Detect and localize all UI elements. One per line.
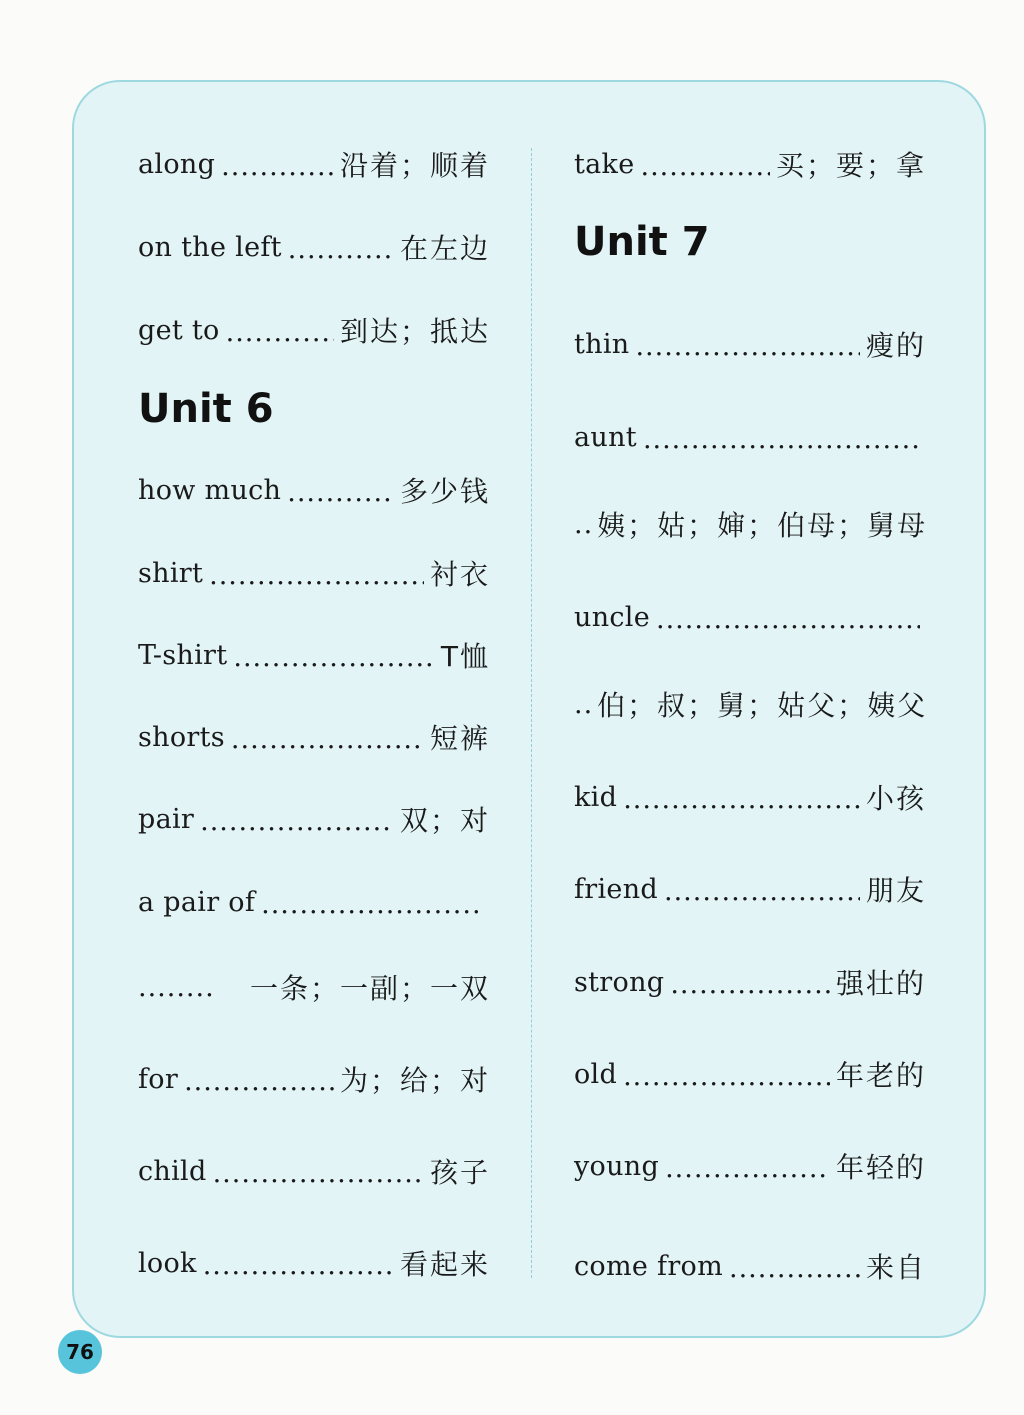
chinese-meaning: 小孩 — [865, 782, 926, 815]
leader-dots — [670, 969, 830, 1000]
english-word: shorts — [138, 721, 225, 753]
leader-dots — [231, 724, 424, 755]
chinese-meaning: 沿着；顺着 — [339, 149, 490, 182]
vocab-entry — [138, 227, 490, 267]
vocab-entry — [574, 144, 926, 184]
chinese-meaning: 买；要；拿 — [775, 149, 926, 182]
leader-dots — [209, 560, 424, 591]
english-word: along — [138, 148, 216, 180]
vocab-entry — [574, 869, 926, 909]
vocab-entry — [574, 417, 926, 457]
leader-dots — [288, 234, 394, 265]
chinese-meaning: 伯；叔；舅；姑父；姨父 — [597, 689, 928, 722]
vocab-entry — [138, 310, 490, 350]
chinese-meaning: 为；给；对 — [339, 1064, 490, 1097]
leader-dots — [200, 806, 394, 837]
vocab-entry-continued — [574, 684, 926, 724]
vocab-entry — [138, 470, 490, 510]
leader-dots — [213, 1158, 424, 1189]
vocab-entry — [574, 1146, 926, 1186]
page-number-badge: 76 — [58, 1330, 102, 1374]
vocab-entry — [138, 1059, 490, 1099]
vocab-entry — [138, 799, 490, 839]
english-word: young — [574, 1150, 660, 1182]
vocab-entry — [138, 635, 490, 675]
english-word: friend — [574, 873, 658, 905]
leader-dots — [221, 151, 334, 182]
vocab-entry — [574, 962, 926, 1002]
leader-dots — [226, 317, 334, 348]
vocab-entry — [574, 777, 926, 817]
leader-dots: ........ — [138, 971, 215, 1003]
chinese-meaning: 来自 — [865, 1251, 926, 1284]
leader-dots — [665, 1153, 830, 1184]
leader-dots: .. — [574, 508, 594, 540]
chinese-meaning: 在左边 — [399, 232, 490, 265]
leader-dots — [635, 331, 860, 362]
unit-heading: Unit 6 — [138, 386, 274, 432]
vocab-entry — [138, 717, 490, 757]
english-word: a pair of — [138, 886, 256, 918]
english-word: on the left — [138, 231, 282, 263]
english-word: old — [574, 1058, 618, 1090]
chinese-meaning: 年轻的 — [835, 1151, 926, 1184]
english-word: T-shirt — [138, 639, 228, 671]
chinese-meaning: 短裤 — [429, 722, 490, 755]
vocab-entry — [138, 144, 490, 184]
chinese-meaning: T恤 — [440, 640, 490, 673]
chinese-meaning: 到达；抵达 — [339, 315, 490, 348]
leader-dots — [287, 477, 394, 508]
english-word: uncle — [574, 601, 651, 633]
english-word: how much — [138, 474, 282, 506]
chinese-meaning: 看起来 — [399, 1248, 490, 1281]
chinese-meaning: 瘦的 — [865, 329, 926, 362]
leader-dots — [664, 876, 860, 907]
english-word: look — [138, 1247, 197, 1279]
chinese-meaning: 多少钱 — [399, 475, 490, 508]
leader-dots — [233, 642, 435, 673]
chinese-meaning: 朋友 — [865, 874, 926, 907]
leader-dots — [641, 151, 770, 182]
vocab-entry-continued — [574, 504, 926, 544]
english-word: take — [574, 148, 635, 180]
vocab-entry-continued — [138, 967, 490, 1007]
column-divider — [531, 148, 532, 1278]
english-word: come from — [574, 1250, 723, 1282]
leader-dots — [656, 604, 920, 635]
chinese-meaning: 姨；姑；婶；伯母；舅母 — [597, 509, 928, 542]
chinese-meaning: 孩子 — [429, 1156, 490, 1189]
vocab-entry — [138, 882, 490, 922]
english-word: child — [138, 1155, 207, 1187]
leader-dots: .. — [574, 688, 594, 720]
unit-heading: Unit 7 — [574, 219, 710, 265]
leader-dots — [643, 424, 920, 455]
leader-dots — [261, 889, 484, 920]
vocab-entry — [574, 324, 926, 364]
chinese-meaning: 双；对 — [399, 804, 490, 837]
vocab-entry — [574, 597, 926, 637]
english-word: pair — [138, 803, 195, 835]
leader-dots — [203, 1250, 394, 1281]
chinese-meaning: 年老的 — [835, 1059, 926, 1092]
leader-dots — [729, 1253, 860, 1284]
leader-dots — [184, 1066, 334, 1097]
vocab-entry — [138, 553, 490, 593]
chinese-meaning: 衬衣 — [429, 558, 490, 591]
english-word: get to — [138, 314, 220, 346]
leader-dots — [623, 784, 860, 815]
english-word: aunt — [574, 421, 637, 453]
chinese-meaning: 一条；一副；一双 — [249, 972, 490, 1005]
vocab-entry — [138, 1151, 490, 1191]
vocab-entry — [574, 1246, 926, 1286]
english-word: kid — [574, 781, 618, 813]
english-word: shirt — [138, 557, 204, 589]
english-word: for — [138, 1063, 179, 1095]
vocab-entry — [138, 1243, 490, 1283]
english-word: strong — [574, 966, 665, 998]
english-word: thin — [574, 328, 630, 360]
chinese-meaning: 强壮的 — [835, 967, 926, 1000]
vocab-entry — [574, 1054, 926, 1094]
leader-dots — [623, 1061, 830, 1092]
